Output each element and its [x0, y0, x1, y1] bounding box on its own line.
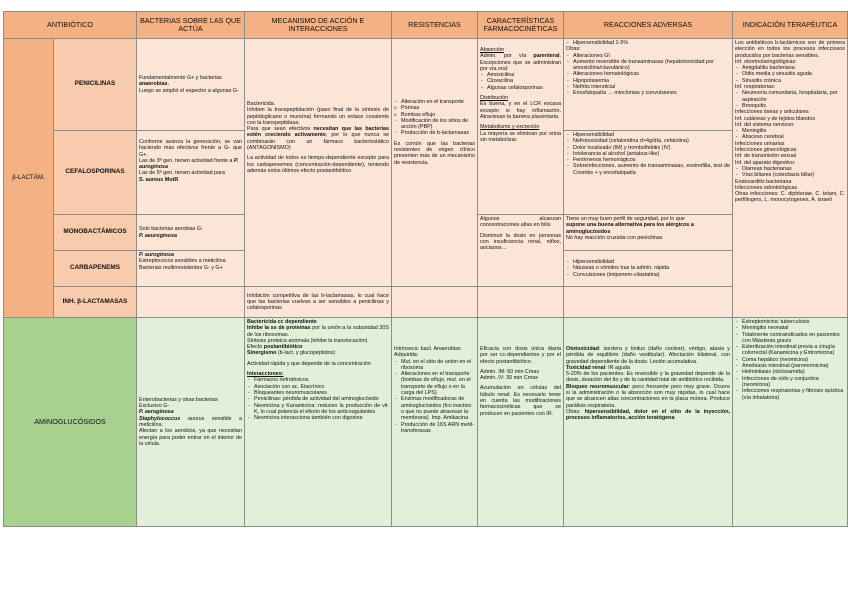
bact-ami-b-wrap: [139, 403, 169, 409]
ind-ami-1: - Estreptomicina: tuberculosis: [735, 319, 845, 325]
bact-ami-a: Enterobacterias y otras bacterias: [139, 396, 218, 403]
bact-cef-3: P. auroginosa: [139, 157, 239, 171]
bact-mono-1: Solo bacterias aerobias G-: [139, 226, 203, 233]
dist-title: Distribución: [480, 95, 509, 102]
mec-ami-2a: Inhibe la ss de proteínas: [247, 325, 311, 332]
ind-oto-3: - Sinusitis crónica: [735, 78, 845, 84]
bacterias-carbapenems: [137, 251, 245, 287]
ind-ami-3: - Totalmente contraindicados en pacientes con Miastenia gravis: [735, 332, 845, 345]
rea-carb-1: - Hipersensibilidad: [566, 259, 730, 265]
ind-oseas: Infecciones óseas y articulares: [735, 109, 809, 116]
met-title: Metabolismo y excreción: [480, 124, 540, 131]
rea-pen-2: - Aumento reversible de transaminasas (hepatotoxicidad por amoxicilina/clavulánico): [566, 59, 730, 72]
ind-cutaneas: Inf. cutáneas y de tejidos blandos: [735, 115, 816, 122]
indicacion-betalactamicos: [733, 39, 848, 318]
subfamily-carbapenems: CARBAPENEMS: [54, 251, 137, 287]
antibiotic-table: [3, 11, 848, 527]
family-aminoglucosidos: AMINOGLUCÓSIDOS: [4, 318, 137, 527]
mec-ami-3: Síntesis proteica anómala (inhibe la translocación): [247, 337, 368, 344]
rea-mono-b: supone una buena alternativa para los alérgicos a: [566, 222, 694, 229]
res-ami-1: - Mut. en el sitio de unión en el ribosoma: [394, 359, 475, 372]
bacterias-inh-empty: [137, 287, 245, 318]
ind-snc: Inf. del sistema nervioso:: [735, 121, 795, 128]
ind-digest-1: - Diarreas bacterianas: [735, 166, 845, 172]
bacterias-monobactamicos: [137, 215, 245, 251]
mec-ami-4b: postantibiótico: [263, 344, 303, 351]
rea-pen-5: - Nefritis intersticial: [566, 84, 730, 90]
mec-ami-5b: (b-lact. y glucopéptidos): [277, 350, 336, 357]
rea-cef-3: - Dolor localizado (IM) y tromboflebitis (IV): [566, 145, 730, 151]
bact-mono-2: P. aeuroginosa: [139, 232, 177, 239]
header-bacterias: BACTERIAS SOBRE LAS QUE ACTÚA: [137, 12, 245, 39]
resistencias-aminoglucosidos: [392, 318, 478, 527]
header-antibiotico: ANTIBIÓTICO: [4, 12, 137, 39]
ind-intro: Los antibióticos b-lactámicos son de primera elección en todos los procesos infecciosos producidos por bacterias sensibles.: [735, 40, 845, 59]
inter-2: - Asociación con ac. Etacrínico: [247, 384, 389, 390]
bact-ami-b: Exclusivo G-: [139, 403, 170, 410]
abs-a: Admin. por vía: [480, 53, 527, 60]
header-mecanismo: MECANISMO DE ACCIÓN E INTERACCIONES: [245, 12, 392, 39]
ind-ami-4: - Esterilización intestinal previa a cirugía colorrectal (Kanamicina y Eritromicina): [735, 344, 845, 357]
abs-title: Absorción: [480, 47, 504, 53]
header-reacciones: REACCIONES ADVERSAS: [564, 12, 733, 39]
bact-cef-2: Las de 3ª gen. tienen actividad frente a: [139, 157, 233, 164]
mec-p3a: Para que sean efectivos: [247, 126, 311, 133]
farm-ami-4: Acumulación en células del túbulo renal. Es necesario tener en cuenta las modificaciones farmacocinéticas que se producen en pacientes con IR.: [480, 385, 561, 417]
ind-snc-1: - Meningitis: [735, 128, 845, 134]
ind-resp-2: - Bronquitis: [735, 103, 845, 109]
mec-ami-inter: Interacciones:: [247, 371, 284, 378]
inter-3: - Bloqueantes neuromusculares: [247, 390, 389, 396]
bacterias-aminoglucosidos: [137, 318, 245, 527]
rea-mono-c: aminoglucósidos: [566, 228, 611, 235]
ind-gineco: Infecciones ginecológicas: [735, 147, 797, 154]
ind-digest-2: - Vías biliares (colecitasis biliar): [735, 172, 845, 178]
header-indicacion: INDICACIÓN TERAPÉUTICA: [733, 12, 848, 39]
rea-cef-5: - Fenómenos hemorrágicos: [566, 157, 730, 163]
bact-carb-1: P. auroginosa: [139, 252, 174, 258]
bact-ami-e: aureus sensible a meticilina.: [139, 415, 242, 428]
bact-cef-5: S. aureus MutR: [139, 176, 179, 183]
inter-5: - Neomicina y Kanamicina: reducen la producción de vit. K, lo cual potencia el efecto de los anticoagulantes: [247, 403, 389, 416]
ind-oto-1: - Amigdalitis bacteriana: [735, 65, 845, 71]
mec-ami-4a: Efecto: [247, 344, 263, 351]
oral-3: - Algunas cefalosporinas: [480, 85, 561, 91]
bact-pen-3: Luego se amplió el espectro a algunas G-: [139, 87, 239, 94]
ind-ami-9: - Infecciones respiratorias y fibrosis quística (vía inhalatoria): [735, 388, 845, 401]
ind-oto-2: - Otitis media y sinusitis aguda: [735, 71, 845, 77]
bact-pen-2: anaerobias.: [139, 81, 169, 88]
mec-p1: Bactericida.: [247, 101, 276, 107]
reacciones-carbapenems: [564, 251, 733, 287]
mec-p4: La actividad de todos es tiempo-dependiente excepto para los carbapenemes (concentración-dependiente), teniendo además estos últimos efecto postantibiótico: [247, 155, 389, 174]
ind-ami-5: - Coma hepático (neomicina): [735, 357, 845, 363]
res-text: Es común que las bacterias resistentes de origen clínico presenten más de un mecanismo de resistencia.: [394, 140, 475, 166]
subfamily-monobactamicos: MONOBACTÁMICOS: [54, 215, 137, 251]
res-3: o Bombas eflujo: [394, 112, 475, 118]
bacterias-cefalosporinas: [137, 131, 245, 215]
res-ami-adq: Adquirida:: [394, 352, 419, 359]
inter-6: - Neomicina interacciona también con digoxina: [247, 415, 389, 421]
bact-ami-d: Staphylococcus: [139, 415, 181, 422]
ind-ami-8: - Infecciones de oído y conjuntiva (neomicina): [735, 376, 845, 389]
oral-1: - Amoxicilina: [480, 72, 561, 78]
rea-pen-3: - Alteraciones hematológicas: [566, 71, 730, 77]
rea-ami-oto-b: : sordera y tinitus (daño coclear), vértigo, ataxia y pérdida de equilibrio (daño vestibular). Afectación bilateral, con gravedad dependiente de la dosis. Lesión acumulativa.: [566, 346, 730, 365]
bacterias-penicilinas: [137, 39, 245, 131]
met-text: La mayoría se eliminan por orina sin metabolizar.: [480, 130, 561, 143]
res-ami-3: - Enzimas modificadoras de aminoglucósidos (fco inactivo o que no puede atravesar la membrana). Imp. Amikacina: [394, 396, 475, 421]
bact-carb-2: Estreptococos sensibles a meticilina: [139, 258, 226, 265]
ind-otras: Otras infecciones: C. diphteriae, C. tetani, C. perfilingers, L. monocytogenes, A. israeli: [735, 191, 845, 204]
res-1: - Alteración en el transporte: [394, 99, 475, 105]
rea-ami-tox-c: 5-20% de los pacientes. Es reversible y la gravedad depende de la dosis, duración del tto y de la cantidad total de antibiótico recibida.: [566, 371, 730, 384]
mec-ami-6: Actividad rápida y que depende de la concentración: [247, 360, 371, 367]
res-5: - Producción de b-lactamasas: [394, 130, 475, 136]
ind-resp: Inf. respiratorias:: [735, 84, 776, 91]
rea-cef-1: - Hipersensibilidad: [566, 132, 730, 138]
farm-algunos: Algunos alcanzan concentraciones altas en bilis: [480, 216, 561, 229]
family-betalactamicos: β-LACTÁM.: [4, 39, 54, 318]
resistencias-betalactamicos: [392, 39, 478, 287]
rea-pen-6: - Encefalopatía → mioclonias y convulsiones: [566, 90, 730, 96]
ind-resp-1: - Neumonía comunitaria, hospitalaria, por aspiración: [735, 90, 845, 103]
resistencias-inh-empty: [392, 287, 478, 318]
reacciones-aminoglucosidos: [564, 318, 733, 527]
dist-text: Es buena, y en el LCR escasa excepto si hay inflamación. Atraviesan la barrera placentaria.: [480, 101, 561, 120]
mec-ami-1: Bactericida cc dependiente: [247, 319, 317, 325]
rea-ami-tox-b: : IR aguda: [605, 364, 631, 371]
header-row: [4, 12, 848, 39]
res-4: - Modificación de los sitios de acción (PBP): [394, 118, 475, 131]
indicacion-aminoglucosidos: [733, 318, 848, 527]
subfamily-penicilinas: PENICILINAS: [54, 39, 137, 131]
ind-snc-2: - Absceso cerebral: [735, 134, 845, 140]
rea-ami-oto-a: Ototoxicidad: [566, 346, 599, 352]
bact-ami-f: Afectan a los aerobios, ya que necesitan energía para poder entrar en el interior de la célula.: [139, 428, 242, 447]
rea-cef-4: - Intolerancia al alcohol (antabus-like): [566, 151, 730, 157]
mec-p3c: , por lo que nunca se combinarán con un fármaco bacteriostático (ANTAGONISMO): [247, 132, 389, 152]
rea-carb-2: - Náuseas o vómitos tras la admin. rápida: [566, 265, 730, 271]
rea-ami-otras-b: hipersensibilidad, dolor en el sitio de la inyección, procesos inflamatorios, acción teratógena: [566, 408, 730, 422]
rea-pen-hiper: - Hipersensibilidad 1-5%: [566, 40, 730, 46]
rea-cef-6: - Sobreinfecciones, aumento de transaminasas, eosinofilia, test de Coombs + y encefalopatía: [566, 163, 730, 176]
farm-ami-3: Admin. IV: 30 min Cmax: [480, 375, 538, 382]
inter-4: - Penicilinas: pérdida de actividad del aminoglucósido: [247, 396, 389, 402]
rea-ami-otras-a: Otras:: [566, 408, 581, 415]
rea-ami-bloq-a: Bloqueo neuromuscular: [566, 383, 629, 390]
mecanismo-aminoglucosidos: [245, 318, 392, 527]
ind-otorrino: Inf. otorrinolaringológicas:: [735, 58, 797, 65]
ind-ami-2: - Meningitis neonatal: [735, 325, 845, 331]
ind-urinarias: Infecciones urinarias: [735, 140, 785, 147]
farmaco-pen-cef: [478, 39, 564, 215]
reacciones-inh-empty: [564, 287, 733, 318]
abs-b: parenteral: [533, 53, 560, 60]
rea-mono-a: Tiene un muy buen perfil de seguridad, por lo que: [566, 216, 685, 222]
farmaco-inh-empty: [478, 287, 564, 318]
ind-ami-6: - Amebiasis intestinal (paromomicina): [735, 363, 845, 369]
reacciones-cefalosporinas: [564, 131, 733, 215]
mecanismo-betalactamicos: [245, 39, 392, 287]
rea-pen-4: - Hipopotasemia: [566, 78, 730, 84]
rea-mono-d: No hay reacción cruzada con penicilinas: [566, 234, 663, 241]
bact-carb-3: Bacterias multirresistentes G- y G+: [139, 264, 223, 271]
farmaco-aminoglucosidos: [478, 318, 564, 527]
row-inh-betalactamasas: [4, 287, 848, 318]
farm-ami-1: Eficacia con dosis única diaria por ser cc-dependientes y por el efecto postantibiótico.: [480, 346, 561, 365]
abs-c: . Excepciones que se administran por vía oral:: [480, 53, 561, 72]
oral-2: - Cloxacilina: [480, 78, 561, 84]
farm-ami-2: Admin. IM: 60 min Cmax: [480, 368, 540, 375]
rea-pen-otras: Otras:: [566, 46, 581, 53]
res-ami-2: - Alteraciones en el transporte (bombas de eflujo, mut. en el transporte de eflujo o en la carga del LPS): [394, 371, 475, 396]
rea-pen-1: - Alteraciones GI: [566, 53, 730, 59]
reacciones-penicilinas: [564, 39, 733, 131]
mec-p3b: necesitan que las bacterias estén creciendo activamente: [247, 126, 389, 139]
mec-ami-2b: por la unión a la subunidad 30S de los ribosomas.: [247, 325, 390, 338]
rea-ami-tox-a: Toxicidad renal: [566, 364, 606, 371]
ind-endocarditis: Endocarditis bacteriana: [735, 178, 792, 185]
farmaco-mono-carb: [478, 215, 564, 287]
subfamily-inh-betalactamasas: INH. β-LACTAMASAS: [54, 287, 137, 318]
mec-ami-5a: Sinergismo: [247, 350, 277, 357]
res-ami-4: - Producción de 16S ARN metil-transferasas: [394, 422, 475, 435]
ind-ets: Inf. de transmisión sexual: [735, 153, 797, 160]
row-penicilinas: [4, 39, 848, 131]
ind-digest: Inf. del aparato digestivo:: [735, 159, 796, 166]
bact-cef-1: Conforme avanza la generación, se van haciendo más efectivos frente a G- que G+.: [139, 139, 242, 158]
inter-1: - Fármacos nefrotóxicos: [247, 377, 389, 383]
res-ami-intro: Intrínseca: bact. Anaerobias: [394, 346, 461, 352]
header-resistencias: RESISTENCIAS: [392, 12, 478, 39]
bact-ami-c: P. aeruginosa: [139, 409, 174, 416]
res-2: o Porinas: [394, 105, 475, 111]
rea-carb-3: - Convulsiones (imipenem-cilastatina): [566, 272, 730, 278]
farm-disminuir: Disminuir la dosis en personas con insuficiencia renal, niños, ancianos…: [480, 232, 561, 252]
ind-ami-7: - Helmintiasis (niclosamida): [735, 369, 845, 375]
header-farmacocineticas: CARACTERÍSTICAS FARMACOCINÉTICAS: [478, 12, 564, 39]
reacciones-monobactamicos: [564, 215, 733, 251]
rea-cef-2: - Nefrotoxicidad (cefaloridina d>4g/día, cefalotina): [566, 138, 730, 144]
mecanismo-inh: Inhibición competitiva de las b-lactamasas, lo cual hace que las bacterias vuelvan a ser sensibles a penicilinas y cefalosporinas: [245, 287, 392, 318]
bact-pen-1: Fundamentalmente G+ y bacterias: [139, 75, 222, 82]
ind-odonto: Infecciones odontológicas: [735, 184, 798, 191]
mec-p2: Inhiben la transpeptidación (paso final de la síntesis de peptidoglicano o mureína) formando un enlace covalente con la transpeptidasa.: [247, 107, 389, 126]
subfamily-cefalosporinas: CEFALOSPORINAS: [54, 131, 137, 215]
bact-cef-4: Las de 5ª gen. tienen actividad para: [139, 170, 225, 177]
row-aminoglucosidos: [4, 318, 848, 527]
rea-ami-bloq-b: : poco frecuente pero muy grave. Ocurre si la administración o la absorción son muy rápidas, lo cual hace que se alcancen altas concentraciones en la placa motora. Produce parálisis respiratoria.: [566, 383, 730, 409]
